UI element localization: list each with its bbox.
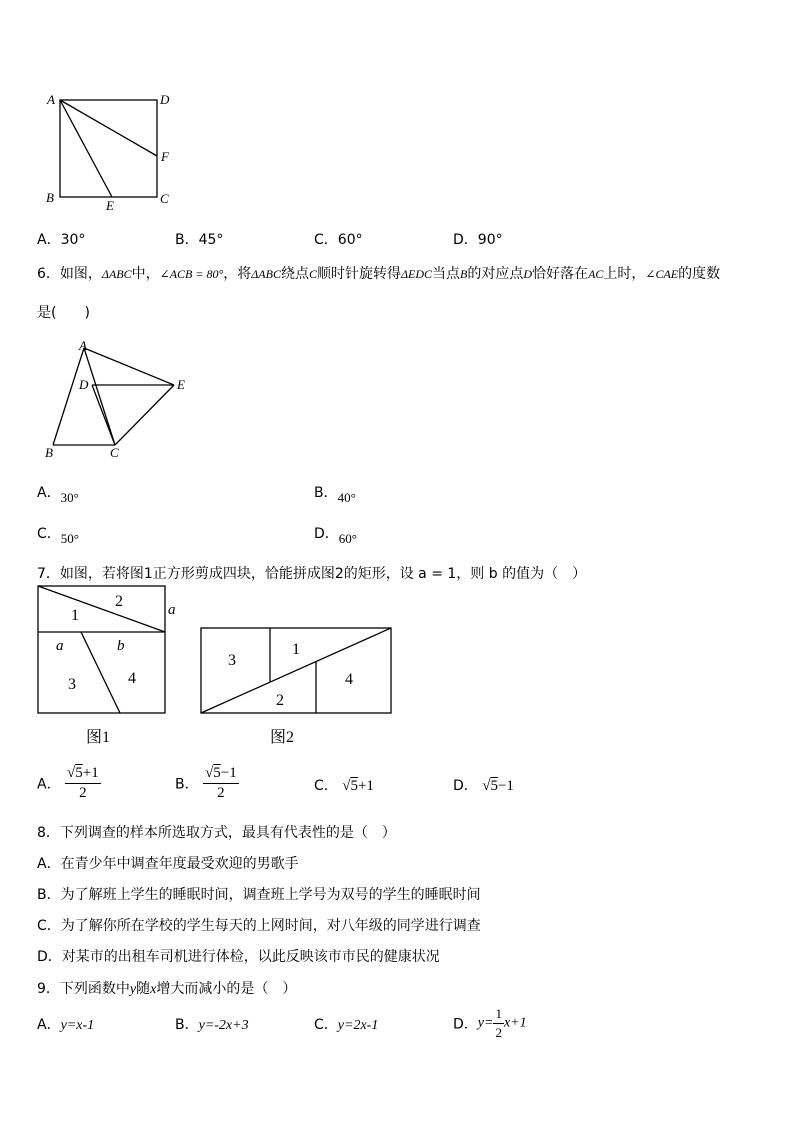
option-text: 40° (337, 490, 356, 505)
option-key: D． (453, 1016, 478, 1033)
q6-math: ΔABC (101, 267, 132, 281)
option-math-pre: y= (477, 1015, 494, 1031)
q6-option-d[interactable] (314, 523, 357, 546)
q6-text: 上时， (603, 266, 646, 282)
fig2-piece-1: 1 (292, 641, 300, 658)
q5-option-a[interactable] (37, 229, 85, 249)
option-math: y=2x-1 (337, 1018, 379, 1033)
q6-text: 恰好落在 (532, 266, 589, 282)
q6-stem-line2: 是( ) (37, 305, 90, 321)
q7-option-d[interactable] (453, 775, 514, 795)
q6-text: 的度数 (678, 266, 721, 282)
q6-math: D (523, 267, 533, 281)
q9-text: 9．下列函数中 (37, 981, 130, 997)
q6-label-B: B (45, 445, 53, 460)
q8-option-c[interactable]: C．为了解你所在学校的学生每天的上网时间，对八年级的同学进行调查 (37, 918, 481, 934)
option-key: D． (453, 232, 478, 248)
fraction: $\frac{1}{2}$ (495, 1006, 502, 1040)
option-math: √5−1 (482, 778, 514, 794)
q5-option-b[interactable] (175, 229, 223, 249)
q7-figure-1 (36, 584, 186, 754)
option-key: B． (314, 485, 338, 501)
fig2-caption: 图2 (270, 729, 295, 746)
option-text: 90° (477, 232, 503, 248)
option-key: B． (175, 776, 199, 793)
q6-text: 顺时针旋转得 (317, 266, 401, 282)
q6-text: 的对应点 (467, 266, 524, 282)
option-key: A． (37, 485, 61, 501)
fig1-piece-4: 4 (128, 670, 136, 687)
q8-option-a[interactable]: A．在青少年中调查年度最受欢迎的男歌手 (37, 856, 299, 872)
q6-math: ΔABC (251, 267, 281, 281)
q6-math: ΔEDC (401, 267, 433, 281)
q8-stem: 8．下列调查的样本所选取方式，最具有代表性的是（ ） (37, 825, 396, 841)
fig1-side-a: a (168, 602, 176, 618)
q8-option-b[interactable]: B．为了解班上学生的睡眠时间，调查班上学号为双号的学生的睡眠时间 (37, 887, 481, 903)
q6-stem-line1 (37, 263, 720, 283)
option-math: y=x-1 (60, 1018, 95, 1033)
q9-text: 增大而减小的是（ ） (156, 981, 297, 997)
q6-text: ，将 (223, 266, 252, 282)
q5-label-A: A (47, 92, 55, 107)
fraction: $\frac{√5-1}{2}$ (205, 765, 237, 801)
option-text: 30° (60, 232, 86, 248)
q6-text: 中， (131, 266, 160, 282)
q8-option-d[interactable]: D．对某市的出租车司机进行体检，以此反映该市市民的健康状况 (37, 949, 440, 965)
fig1-piece-2: 2 (115, 593, 123, 610)
q6-option-a[interactable] (37, 482, 79, 505)
option-key: C． (314, 1017, 338, 1033)
q9-var-y: y (129, 982, 137, 997)
q9-option-d[interactable] (453, 1006, 527, 1041)
fig1-caption: 图1 (86, 729, 111, 746)
q6-option-b[interactable] (314, 482, 356, 505)
q6-text: 当点 (432, 266, 461, 282)
option-key: A． (37, 232, 61, 248)
q6-triangle-figure (38, 336, 198, 461)
q6-math: AC (588, 267, 604, 281)
q6-math: ∠CAE (645, 267, 679, 281)
fraction: $\frac{√5+1}{2}$ (67, 765, 99, 801)
option-key: A． (37, 1017, 61, 1033)
option-key: B． (175, 232, 199, 248)
fig1-label-a: a (56, 638, 64, 654)
option-key: A． (37, 776, 61, 793)
option-text: 60° (338, 531, 357, 546)
option-math: y=-2x+3 (198, 1018, 249, 1033)
q6-label-A: A (79, 338, 87, 353)
q6-label-D: D (79, 377, 89, 392)
q5-label-B: B (46, 190, 54, 205)
q6-math: C (308, 267, 317, 281)
q6-option-c[interactable] (37, 523, 79, 546)
q6-text: 6．如图， (37, 266, 102, 282)
q7-option-b[interactable] (175, 765, 239, 802)
option-math-post: x+1 (503, 1015, 527, 1031)
option-text: 50° (60, 531, 79, 546)
q9-var-x: x (150, 982, 157, 997)
q9-option-c[interactable] (314, 1014, 378, 1034)
q7-stem: 7．如图，若将图1正方形剪成四块，恰能拼成图2的矩形，设 a = 1，则 b 的值为（ ） (37, 566, 587, 582)
q7-figure-2 (199, 626, 395, 754)
q5-label-D: D (160, 92, 170, 107)
q5-option-c[interactable] (314, 229, 363, 249)
fig2-piece-3: 3 (228, 652, 236, 669)
q6-math: ∠ACB = 80° (159, 267, 224, 281)
q7-option-a[interactable] (37, 765, 101, 802)
option-text: 45° (198, 232, 224, 248)
q9-option-a[interactable] (37, 1014, 94, 1034)
fig1-piece-3: 3 (68, 676, 76, 693)
q5-option-d[interactable] (453, 229, 503, 249)
q9-option-b[interactable] (175, 1014, 249, 1034)
q5-label-E: E (106, 198, 114, 213)
fig2-piece-4: 4 (345, 671, 353, 688)
fig2-piece-2: 2 (276, 692, 284, 709)
option-math: √5+1 (342, 778, 374, 794)
q6-math: B (460, 267, 468, 281)
option-key: D． (453, 778, 478, 794)
q6-text: 绕点 (280, 266, 309, 282)
fig1-piece-1: 1 (71, 607, 79, 624)
q6-label-E: E (177, 377, 185, 392)
option-key: B． (175, 1017, 199, 1033)
option-key: C． (314, 232, 338, 248)
option-text: 30° (60, 490, 79, 505)
option-key: C． (314, 778, 338, 794)
q9-stem (37, 978, 296, 998)
q5-label-C: C (160, 191, 169, 206)
q9-text: 随 (136, 981, 151, 997)
q7-option-c[interactable] (314, 775, 374, 795)
option-key: C． (37, 526, 61, 542)
option-key: D． (314, 526, 339, 542)
option-text: 60° (337, 232, 363, 248)
fig1-label-b: b (117, 638, 125, 654)
q5-square-figure (40, 88, 190, 213)
q5-label-F: F (161, 149, 169, 164)
q6-label-C: C (110, 445, 119, 460)
